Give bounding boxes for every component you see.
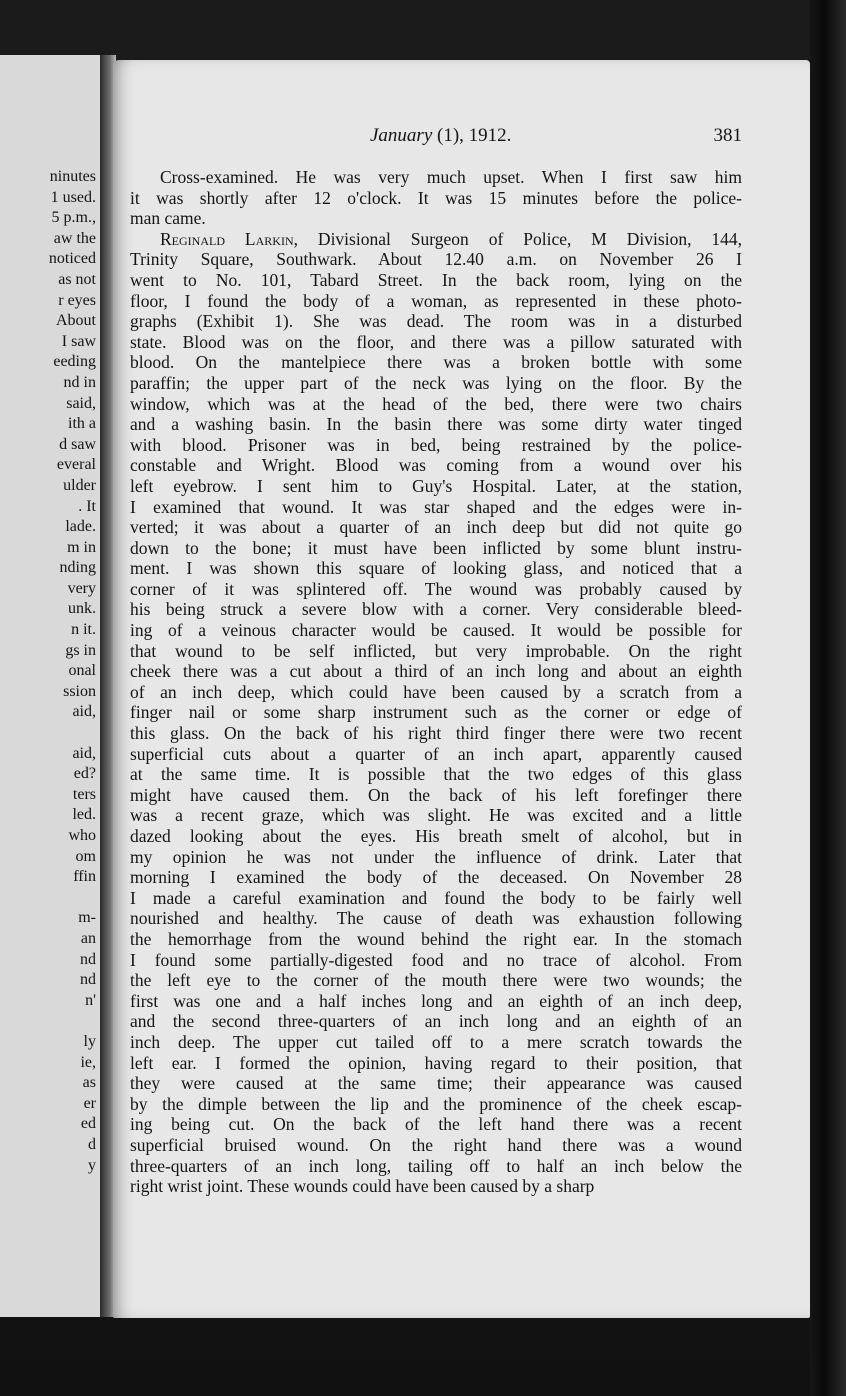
body-line: verted; it was about a quarter of an inch deep but did not quite go — [130, 517, 742, 538]
body-line: and the second three-quarters of an inch long and an eighth of an — [130, 1011, 742, 1032]
page-header — [172, 125, 742, 149]
body-line: graphs (Exhibit 1). She was dead. The room was in a disturbed — [130, 311, 742, 332]
body-line: nourished and healthy. The cause of death was exhaustion following — [130, 908, 742, 929]
facing-page-line: n it. — [71, 621, 96, 639]
facing-page-line: ulder — [63, 476, 96, 494]
body-line: superficial cuts about a quarter of an inch apart, apparently caused — [130, 743, 742, 764]
facing-page-line: About — [56, 312, 96, 330]
body-line: went to No. 101, Tabard Street. In the back room, lying on the — [130, 269, 742, 290]
facing-page-line — [49, 1011, 96, 1032]
body-line: window, which was at the head of the bed, there were two chairs — [130, 393, 742, 414]
body-line: left ear. I formed the opinion, having regard to their position, that — [130, 1052, 742, 1073]
facing-page-line: ie, — [80, 1053, 96, 1071]
body-line: three-quarters of an inch long, tailing off to half an inch below the — [130, 1155, 742, 1176]
scan-top-edge — [0, 0, 846, 60]
facing-page-line: ters — [72, 785, 96, 803]
facing-page-line: nd — [80, 950, 96, 968]
body-line: they were caused at the same time; their appearance was caused — [130, 1073, 742, 1094]
body-line — [130, 229, 742, 250]
body-line: of an inch deep, which could have been caused by a scratch from a — [130, 681, 742, 702]
facing-page-line: nd in — [63, 373, 96, 391]
body-line: morning I examined the body of the deceased. On November 28 — [130, 867, 742, 888]
body-line: first was one and a half inches long and an eighth of an inch deep, — [130, 990, 742, 1011]
body-line: constable and Wright. Blood was coming from a wound over his — [130, 455, 742, 476]
body-line: I examined that wound. It was star shaped and the edges were in- — [130, 496, 742, 517]
body-line: the hemorrhage from the wound behind the right ear. In the stomach — [130, 928, 742, 949]
facing-page-line: eeding — [53, 353, 96, 371]
body-line: that wound to be self inflicted, but very improbable. On the right — [130, 640, 742, 661]
body-line: floor, I found the body of a woman, as represented in these photo- — [130, 290, 742, 311]
facing-page-line: an — [80, 929, 96, 947]
facing-page-line: led. — [72, 806, 96, 824]
facing-page-line: as — [82, 1074, 96, 1092]
body-line: ing of a veinous character would be caused. It would be possible for — [130, 620, 742, 641]
facing-page-line: m in — [67, 538, 96, 556]
body-line: this glass. On the back of his right third finger there were two recent — [130, 723, 742, 744]
body-line: ment. I was shown this square of looking glass, and noticed that a — [130, 558, 742, 579]
body-line: blood. On the mantelpiece there was a broken bottle with some — [130, 352, 742, 373]
facing-page-fragment — [0, 55, 103, 1317]
facing-page-line — [49, 723, 96, 744]
facing-page-line: om — [75, 847, 96, 865]
body-line: the left eye to the corner of the mouth there were two wounds; the — [130, 970, 742, 991]
body-line: it was shortly after 12 o'clock. It was 15 minutes before the police- — [130, 187, 742, 208]
scan-right-edge — [810, 0, 846, 1396]
facing-page-line: who — [68, 827, 96, 844]
facing-page-line: d saw — [59, 435, 96, 453]
body-line: by the dimple between the lip and the prominence of the cheek escap- — [130, 1093, 742, 1114]
facing-page-line: very — [67, 579, 96, 597]
body-line: Trinity Square, Southwark. About 12.40 a.m. on November 26 I — [130, 249, 742, 270]
body-line: state. Blood was on the floor, and there was a pillow saturated with — [130, 331, 742, 352]
witness-name: Reginald Larkin — [160, 228, 294, 249]
body-line: my opinion he was not under the influence of drink. Later that — [130, 846, 742, 867]
body-line: right wrist joint. These wounds could have been caused by a sharp — [130, 1176, 595, 1197]
body-line: inch deep. The upper cut tailed off to a mere scratch towards the — [130, 1031, 742, 1052]
facing-page-line: ly — [83, 1032, 96, 1050]
body-line: cheek there was a cut about a third of an inch long and about an eighth — [130, 661, 742, 682]
body-line: was a recent graze, which was slight. He was excited and a little — [130, 805, 742, 826]
page-body-text — [130, 167, 742, 1197]
facing-page-line: lade. — [65, 518, 96, 536]
facing-page-line: onal — [68, 662, 96, 680]
facing-page-line: I saw — [61, 332, 96, 350]
body-line: dazed looking about the eyes. His breath smelt of alcohol, but in — [130, 826, 742, 846]
facing-page-line: d — [88, 1135, 96, 1153]
facing-page-line: gs in — [65, 641, 96, 659]
body-line: Cross-examined. He was very much upset. When I first saw him — [160, 167, 742, 187]
facing-page-line: aid, — [72, 703, 96, 721]
body-line: and a washing basin. In the basin there was some dirty water tinged — [130, 414, 742, 435]
facing-page-text — [49, 167, 96, 1176]
running-head — [370, 125, 511, 147]
body-line: corner of it was splintered off. The wound was probably caused by — [130, 578, 742, 599]
facing-page-line: aid, — [72, 744, 96, 762]
facing-page-line: m- — [78, 909, 96, 927]
facing-page-line: 1 used. — [50, 188, 96, 206]
facing-page-line: everal — [56, 456, 96, 474]
body-line: I found some partially-digested food and no trace of alcohol. From — [130, 949, 742, 970]
body-line: I made a careful examination and found the body to be fairly well — [130, 887, 742, 908]
facing-page-line: y — [88, 1156, 96, 1174]
body-line: ing being cut. On the back of the left hand there was a recent — [130, 1114, 742, 1135]
facing-page-line: nding — [59, 559, 96, 577]
facing-page-line: ed — [80, 1115, 96, 1133]
body-line: might have caused them. On the back of his left forefinger there — [130, 784, 742, 805]
body-line: man came. — [130, 208, 206, 229]
facing-page-line: . It — [78, 497, 96, 515]
facing-page-line: ninutes — [49, 168, 96, 185]
page-number: 381 — [713, 125, 742, 146]
facing-page-line — [49, 888, 96, 909]
facing-page-line: unk. — [68, 600, 96, 618]
body-line: finger nail or some sharp instrument such as the corner or edge of — [130, 702, 742, 723]
body-line: with blood. Prisoner was in bed, being restrained by the police- — [130, 434, 742, 455]
body-line: paraffin; the upper part of the neck was lying on the floor. By the — [130, 372, 742, 393]
facing-page-line: aw the — [53, 229, 96, 247]
facing-page-line: 5 p.m., — [51, 209, 96, 227]
facing-page-line: ssion — [63, 682, 96, 700]
facing-page-line: ffin — [73, 868, 96, 886]
facing-page-line: ed? — [73, 765, 96, 783]
facing-page-line: nd — [80, 971, 96, 989]
facing-page-line: r eyes — [58, 291, 96, 309]
witness-description: , Divisional Surgeon of Police, M Division, 144, — [293, 228, 742, 249]
running-head-date: (1), 1912. — [432, 125, 512, 146]
running-head-month: January — [370, 125, 433, 146]
facing-page-line: noticed — [48, 250, 96, 268]
facing-page-line: er — [83, 1094, 96, 1112]
body-line: at the same time. It is possible that the two edges of this glass — [130, 764, 742, 785]
body-line: left eyebrow. I sent him to Guy's Hospital. Later, at the station, — [130, 475, 742, 496]
facing-page-line: ith a — [68, 415, 96, 433]
body-line: down to the bone; it must have been inflicted by some blunt instru- — [130, 537, 742, 558]
body-line: superficial bruised wound. On the right hand there was a wound — [130, 1134, 742, 1155]
facing-page-line: said, — [66, 394, 96, 412]
facing-page-line: n' — [85, 991, 96, 1009]
facing-page-line: as not — [58, 270, 96, 288]
body-line: his being struck a severe blow with a corner. Very considerable bleed- — [130, 599, 742, 620]
